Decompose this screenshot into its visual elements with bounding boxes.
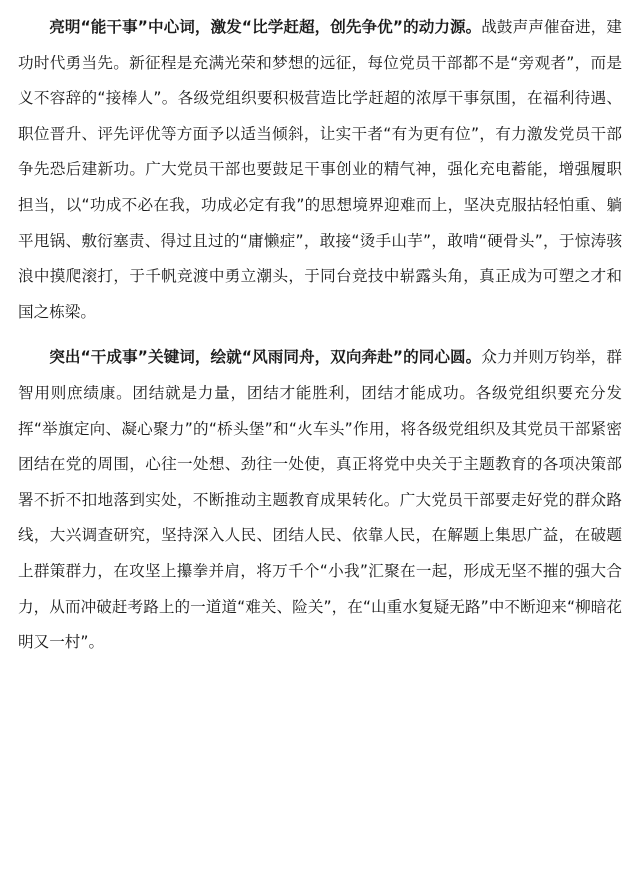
paragraph-2 [18,340,622,660]
paragraph-1 [18,10,622,330]
paragraph-2-lead: 突出“干成事”关键词，绘就“风雨同舟，双向奔赴”的同心圆。 [49,348,482,367]
paragraph-1-body: 战鼓声声催奋进，建功时代勇当先。新征程是充满光荣和梦想的远征，每位党员干部都不是“旁观者”，而是义不容辞的“接棒人”。各级党组织要积极营造比学赶超的浓厚干事氛围，在福利待遇、职位晋升、评先评优等方面予以适当倾斜，让实干者“有为更有位”，有力激发党员干部争先恐后建新功。广大党员干部也要鼓足干事创业的精气神，强化充电蓄能，增强履职担当，以“功成不必在我，功成必定有我”的思想境界迎难而上，坚决克服拈轻怕重、躺平甩锅、敷衍塞责、得过且过的“庸懒症”，敢接“烫手山芋”，敢啃“硬骨头”，于惊涛骇浪中摸爬滚打，于千帆竞渡中勇立潮头，于同台竞技中崭露头角，真正成为可塑之才和国之栋梁。 [18,18,622,321]
paragraph-1-lead: 亮明“能干事”中心词，激发“比学赶超，创先争优”的动力源。 [49,18,482,36]
paragraph-2-body: 众力并则万钧举，群智用则庶绩康。团结就是力量，团结才能胜利，团结才能成功。各级党组织要充分发挥“举旗定向、凝心聚力”的“桥头堡”和“火车头”作用，将各级党组织及其党员干部紧密团结在党的周围，心往一处想、劲往一处使，真正将党中央关于主题教育的各项决策部署不折不扣地落到实处，不断推动主题教育成果转化。广大党员干部要走好党的群众路线，大兴调查研究，坚持深入人民、团结人民、依靠人民，在解题上集思广益，在破题上群策群力，在攻坚上攥拳并肩，将万千个“小我”汇聚在一起，形成无坚不摧的强大合力，从而冲破赶考路上的一道道“难关、险关”，在“山重水复疑无路”中不断迎来“柳暗花明又一村”。 [18,348,622,652]
